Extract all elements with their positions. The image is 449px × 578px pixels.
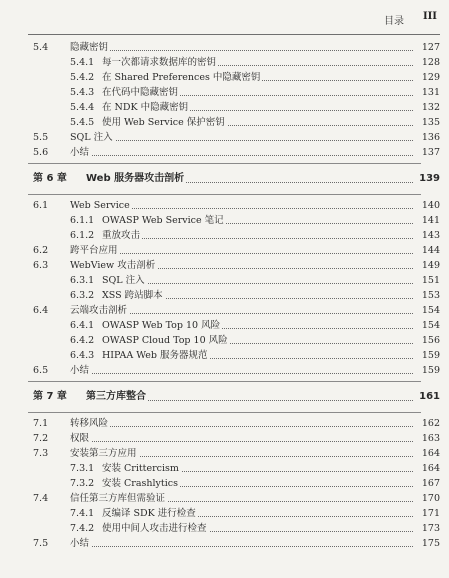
section-title: 权限 (70, 433, 90, 444)
section-title: OWASP Cloud Top 10 风险 (102, 335, 228, 346)
section-title: 信任第三方库但需验证 (70, 493, 166, 504)
section-title: WebView 攻击剖析 (70, 260, 156, 271)
page-number: 171 (421, 508, 440, 519)
section-title: 每一次都请求数据库的密钥 (102, 57, 217, 68)
toc-entry-row[interactable] (0, 491, 449, 506)
toc-entry-row[interactable] (0, 318, 449, 333)
section-number: 6.4.1 (70, 320, 95, 331)
section-title: 小结 (70, 365, 90, 376)
header-page-numeral: III (422, 11, 437, 22)
section-number: 6.1.2 (70, 230, 95, 241)
section-divider (28, 412, 421, 413)
toc-entry-row[interactable] (0, 213, 449, 228)
page-number: 135 (421, 117, 440, 128)
dot-leader (70, 441, 413, 442)
page-number: 170 (421, 493, 440, 504)
dot-leader (70, 253, 413, 254)
section-number: 5.4.4 (70, 102, 95, 113)
toc-chapter-row[interactable] (0, 388, 449, 406)
section-number: 5.5 (33, 132, 49, 143)
dot-leader (102, 283, 413, 284)
page-number: 156 (421, 335, 440, 346)
section-number: 7.3 (33, 448, 49, 459)
section-title: 安装 Crittercism (102, 463, 179, 474)
section-number: 5.4.5 (70, 117, 95, 128)
toc-entry-row[interactable] (0, 145, 449, 160)
page-number: 173 (421, 523, 440, 534)
toc-entry-row[interactable] (0, 348, 449, 363)
section-number: 第 7 章 (33, 391, 67, 402)
page-number: 164 (421, 463, 440, 474)
toc-entry-row[interactable] (0, 40, 449, 55)
page-number: 136 (421, 132, 440, 143)
toc-entry-row[interactable] (0, 198, 449, 213)
toc-entry-row[interactable] (0, 536, 449, 551)
toc-entry-row[interactable] (0, 228, 449, 243)
section-number: 6.2 (33, 245, 49, 256)
toc-entry-row[interactable] (0, 85, 449, 100)
section-title: Web 服务器攻击剖析 (86, 170, 186, 188)
dot-leader (70, 140, 413, 141)
section-title: 使用 Web Service 保护密钥 (102, 117, 225, 128)
section-title: 在 NDK 中隐藏密钥 (102, 102, 189, 113)
page-number: 153 (421, 290, 440, 301)
toc-entry-row[interactable] (0, 333, 449, 348)
section-divider (28, 194, 421, 195)
section-title: SQL 注入 (102, 275, 145, 286)
toc-entry-row[interactable] (0, 55, 449, 70)
page-number: 132 (421, 102, 440, 113)
section-number: 7.3.1 (70, 463, 95, 474)
page-number: 127 (421, 42, 440, 53)
toc-entry-row[interactable] (0, 303, 449, 318)
section-number: 7.4.2 (70, 523, 95, 534)
dot-leader (70, 373, 413, 374)
page-number: 149 (421, 260, 440, 271)
page-number: 175 (421, 538, 440, 549)
page-number: 143 (421, 230, 440, 241)
header-title: 目录 (384, 16, 404, 27)
page-number: 139 (419, 173, 440, 184)
section-number: 6.3.1 (70, 275, 95, 286)
section-number: 6.4.2 (70, 335, 95, 346)
section-title: SQL 注入 (70, 132, 113, 143)
section-title: 安装 Crashlytics (102, 478, 178, 489)
section-title: 反编译 SDK 进行检查 (102, 508, 196, 519)
dot-leader (70, 50, 413, 51)
toc-entry-row[interactable] (0, 273, 449, 288)
section-title: 在 Shared Preferences 中隐藏密钥 (102, 72, 261, 83)
page-number: 163 (421, 433, 440, 444)
section-title: 重放攻击 (102, 230, 141, 241)
page-number: 144 (421, 245, 440, 256)
toc-entry-row[interactable] (0, 431, 449, 446)
page-number: 151 (421, 275, 440, 286)
section-number: 6.1.1 (70, 215, 95, 226)
toc-entry-row[interactable] (0, 130, 449, 145)
page-number: 154 (421, 305, 440, 316)
toc-entry-row[interactable] (0, 506, 449, 521)
section-number: 5.4.3 (70, 87, 95, 98)
dot-leader (70, 155, 413, 156)
page-number: 159 (421, 365, 440, 376)
section-title: 小结 (70, 538, 90, 549)
section-title: 跨平台应用 (70, 245, 118, 256)
section-title: 转移风险 (70, 418, 109, 429)
section-number: 6.3 (33, 260, 49, 271)
toc-entry-row[interactable] (0, 243, 449, 258)
page-number: 128 (421, 57, 440, 68)
page-number: 131 (421, 87, 440, 98)
section-number: 5.4.2 (70, 72, 95, 83)
table-of-contents (0, 40, 449, 551)
section-number: 7.2 (33, 433, 49, 444)
page-header (0, 10, 449, 30)
page-number: 164 (421, 448, 440, 459)
section-number: 5.6 (33, 147, 49, 158)
section-title: HIPAA Web 服务器规范 (102, 350, 208, 361)
page-number: 167 (421, 478, 440, 489)
section-divider (28, 163, 421, 164)
page-number: 137 (421, 147, 440, 158)
section-title: 第三方库整合 (86, 388, 148, 406)
section-title: OWASP Web Service 笔记 (102, 215, 224, 226)
toc-entry-row[interactable] (0, 70, 449, 85)
section-number: 6.5 (33, 365, 49, 376)
section-title: OWASP Web Top 10 风险 (102, 320, 221, 331)
section-title: 云端攻击剖析 (70, 305, 128, 316)
section-number: 5.4 (33, 42, 49, 53)
section-number: 5.4.1 (70, 57, 95, 68)
section-number: 6.4 (33, 305, 49, 316)
page-number: 141 (421, 215, 440, 226)
section-number: 6.3.2 (70, 290, 95, 301)
toc-chapter-row[interactable] (0, 170, 449, 188)
section-number: 7.3.2 (70, 478, 95, 489)
section-title: XSS 跨站脚本 (102, 290, 163, 301)
section-number: 第 6 章 (33, 173, 67, 184)
page-number: 154 (421, 320, 440, 331)
section-title: 在代码中隐藏密钥 (102, 87, 179, 98)
toc-entry-row[interactable] (0, 416, 449, 431)
section-number: 7.4.1 (70, 508, 95, 519)
toc-entry-row[interactable] (0, 258, 449, 273)
section-title: 小结 (70, 147, 90, 158)
toc-entry-row[interactable] (0, 115, 449, 130)
section-number: 7.1 (33, 418, 49, 429)
toc-entry-row[interactable] (0, 100, 449, 115)
toc-entry-row[interactable] (0, 461, 449, 476)
toc-entry-row[interactable] (0, 521, 449, 536)
page-number: 140 (421, 200, 440, 211)
header-divider (28, 34, 440, 35)
section-title: 隐藏密钥 (70, 42, 109, 53)
section-divider (28, 381, 421, 382)
page-number: 159 (421, 350, 440, 361)
dot-leader (102, 238, 413, 239)
section-number: 6.4.3 (70, 350, 95, 361)
toc-entry-row[interactable] (0, 446, 449, 461)
section-title: 安装第三方应用 (70, 448, 137, 459)
page-number: 161 (419, 391, 440, 402)
section-number: 7.5 (33, 538, 49, 549)
toc-entry-row[interactable] (0, 363, 449, 378)
dot-leader (70, 426, 413, 427)
section-title: 使用中间人攻击进行检查 (102, 523, 207, 534)
dot-leader (70, 546, 413, 547)
page-number: 162 (421, 418, 440, 429)
section-number: 7.4 (33, 493, 49, 504)
toc-entry-row[interactable] (0, 288, 449, 303)
section-number: 6.1 (33, 200, 49, 211)
section-title: Web Service (70, 200, 130, 211)
toc-entry-row[interactable] (0, 476, 449, 491)
page-number: 129 (421, 72, 440, 83)
